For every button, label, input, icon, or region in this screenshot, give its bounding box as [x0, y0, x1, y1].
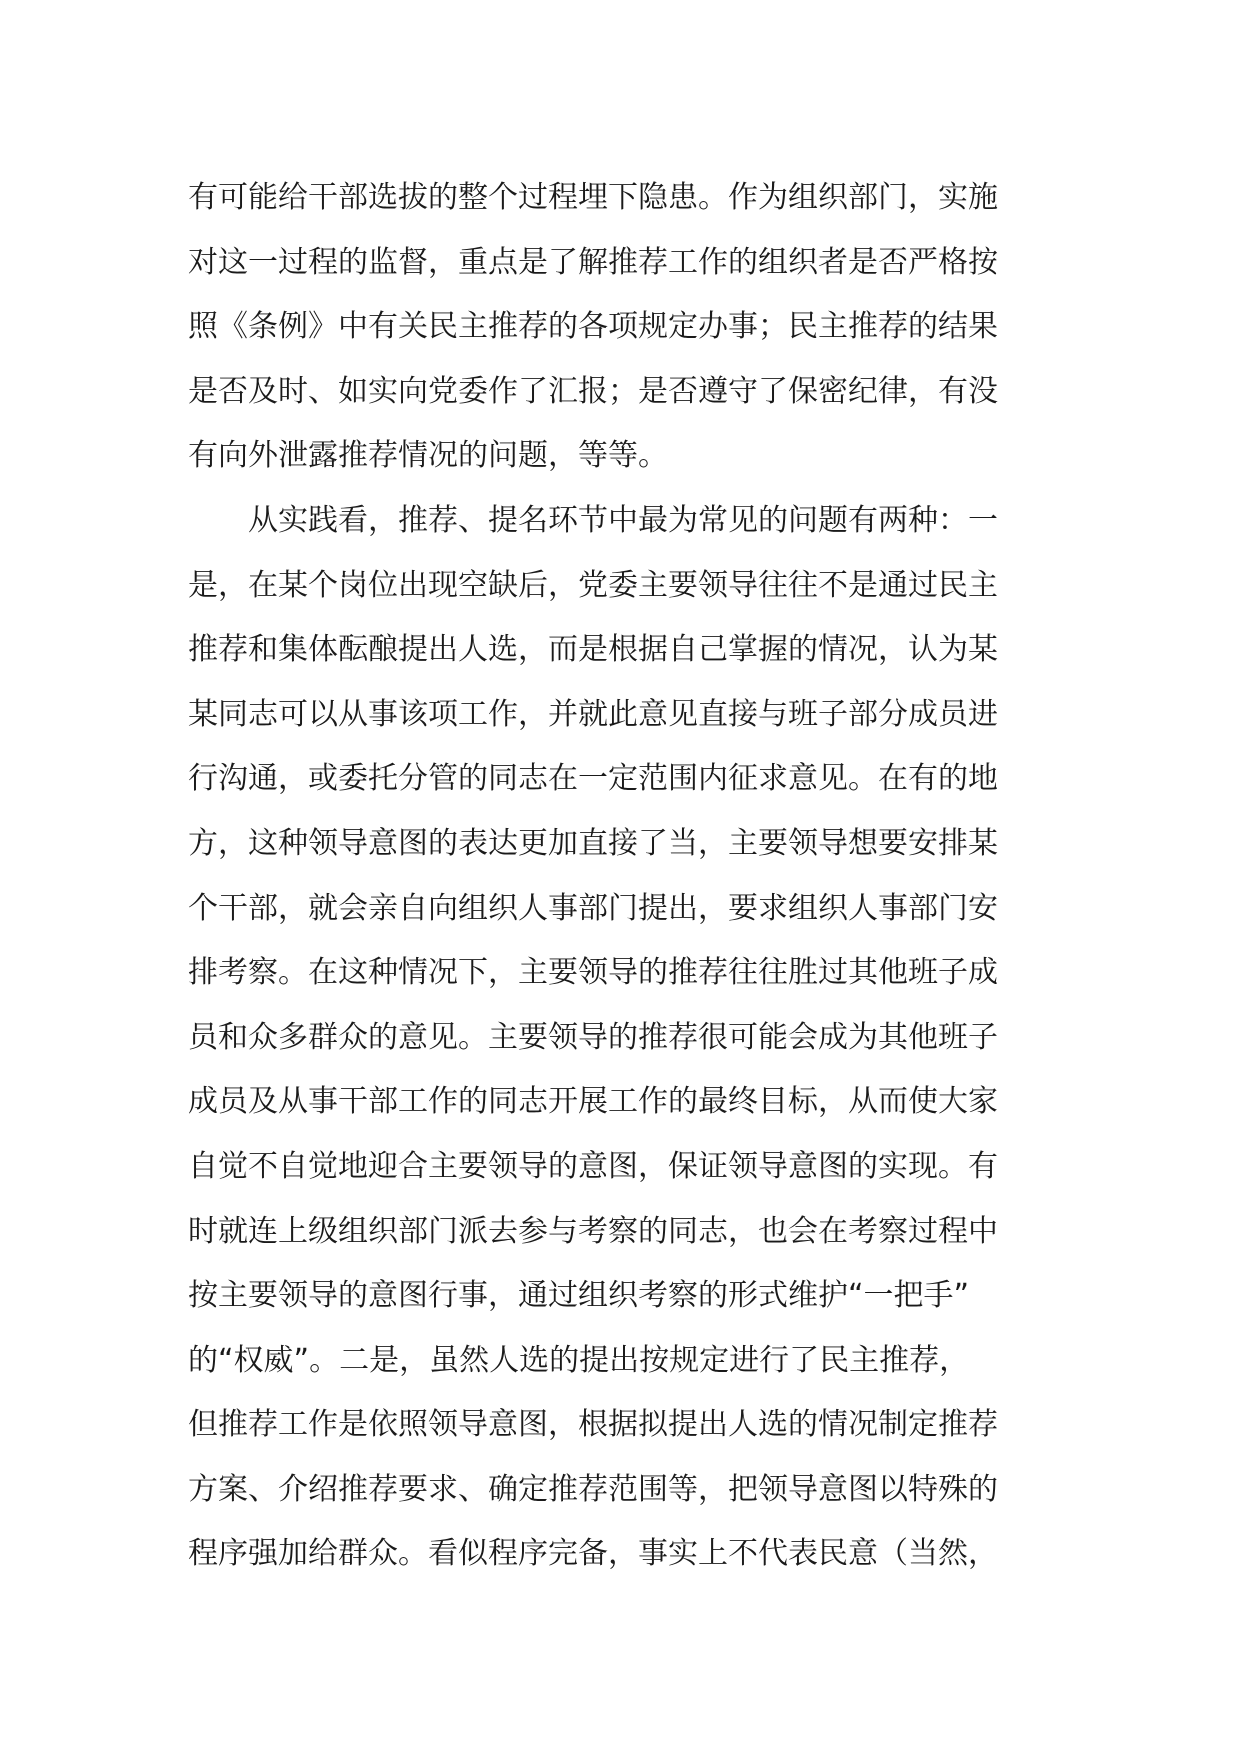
text-line: 推荐和集体酝酿提出人选，而是根据自己掌握的情况，认为某	[188, 632, 998, 668]
text-line: 程序强加给群众。看似程序完备，事实上不代表民意（当然，	[188, 1536, 998, 1572]
text-line: 但推荐工作是依照领导意图，根据拟提出人选的情况制定推荐	[188, 1407, 998, 1443]
text-line: 有向外泄露推荐情况的问题，等等。	[188, 438, 668, 474]
body-text	[188, 166, 1068, 1587]
text-line: 照《条例》中有关民主推荐的各项规定办事；民主推荐的结果	[188, 309, 998, 345]
text-line: 是，在某个岗位出现空缺后，党委主要领导往往不是通过民主	[188, 567, 998, 603]
text-line: 行沟通，或委托分管的同志在一定范围内征求意见。在有的地	[188, 761, 998, 797]
text-line: 对这一过程的监督，重点是了解推荐工作的组织者是否严格按	[188, 244, 998, 280]
text-line: 有可能给干部选拔的整个过程埋下隐患。作为组织部门，实施	[188, 180, 998, 215]
paragraph-start-line: 从实践看，推荐、提名环节中最为常见的问题有两种：一	[188, 502, 998, 538]
text-line: 的“权威”。二是，虽然人选的提出按规定进行了民主推荐，	[188, 1342, 970, 1378]
text-line: 个干部，就会亲自向组织人事部门提出，要求组织人事部门安	[188, 890, 998, 926]
text-line: 成员及从事干部工作的同志开展工作的最终目标，从而使大家	[188, 1084, 998, 1120]
text-line: 方，这种领导意图的表达更加直接了当，主要领导想要安排某	[188, 825, 998, 861]
text-line: 时就连上级组织部门派去参与考察的同志，也会在考察过程中	[188, 1213, 998, 1249]
text-line: 方案、介绍推荐要求、确定推荐范围等，把领导意图以特殊的	[188, 1471, 998, 1507]
text-line: 员和众多群众的意见。主要领导的推荐很可能会成为其他班子	[188, 1019, 998, 1055]
text-line: 某同志可以从事该项工作，并就此意见直接与班子部分成员进	[188, 696, 998, 732]
text-line: 自觉不自觉地迎合主要领导的意图，保证领导意图的实现。有	[188, 1148, 998, 1184]
text-line: 排考察。在这种情况下，主要领导的推荐往往胜过其他班子成	[188, 955, 998, 991]
text-line: 是否及时、如实向党委作了汇报；是否遵守了保密纪律，有没	[188, 373, 998, 409]
text-line: 按主要领导的意图行事，通过组织考察的形式维护“一把手”	[188, 1278, 970, 1314]
